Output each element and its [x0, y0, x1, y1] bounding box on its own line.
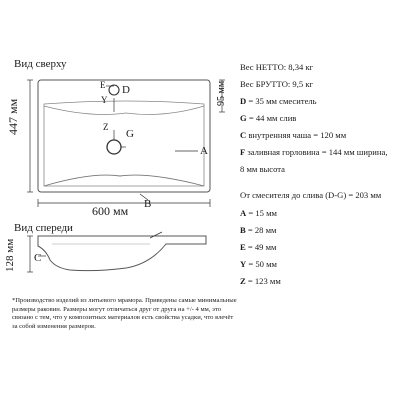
marker-c: C — [34, 252, 42, 264]
manufacturing-note: *Производство изделий из литьевого мрамора. Приведены самые минимальные размеры раковин. Размеры могут отличаться друг от друга на +/- 4 мм, это связано с тем, что у композитных материалов есть свойства усадки, что влечёт за собой изменения размеров. — [12, 297, 237, 330]
spec-e: E = 49 мм — [240, 242, 277, 252]
marker-b: B — [144, 198, 152, 210]
marker-d: D — [122, 84, 130, 96]
spec-drain: G = 44 мм слив — [240, 113, 297, 123]
spec-gross-weight: Вес БРУТТО: 9,5 кг — [240, 79, 314, 89]
width-dimension-label: 600 мм — [92, 204, 129, 218]
top-view-title: Вид сверху — [14, 58, 67, 70]
top-view-sink — [38, 80, 210, 192]
spec-a: A = 15 мм — [240, 208, 277, 218]
marker-g: G — [126, 128, 134, 140]
marker-a: A — [200, 145, 208, 157]
front-view-sink — [38, 236, 206, 271]
height-dimension-label: 128 мм — [4, 238, 16, 272]
front-view-title: Вид спереди — [14, 222, 73, 234]
spec-inner-bowl: C внутренняя чаша = 120 мм — [240, 130, 347, 140]
spec-z: Z = 123 мм — [240, 276, 281, 286]
marker-z: Z — [103, 122, 109, 132]
depth-dimension-label: 447 мм — [6, 98, 20, 135]
spec-net-weight: Вес НЕТТО: 8,34 кг — [240, 62, 314, 72]
spec-faucet-to-drain: От смесителя до слива (D-G) = 203 мм — [240, 190, 382, 200]
side-dimension-label: 95 мм — [216, 80, 227, 106]
spec-b: B = 28 мм — [240, 225, 277, 235]
marker-y: Y — [101, 95, 108, 105]
spec-overflow-height: 8 мм высота — [240, 164, 285, 174]
marker-e: E — [100, 80, 106, 90]
spec-y: Y = 50 мм — [240, 259, 277, 269]
spec-faucet: D = 35 мм смеситель — [240, 96, 317, 106]
spec-overflow-width: F заливная горловина = 144 мм ширина, — [240, 147, 388, 157]
